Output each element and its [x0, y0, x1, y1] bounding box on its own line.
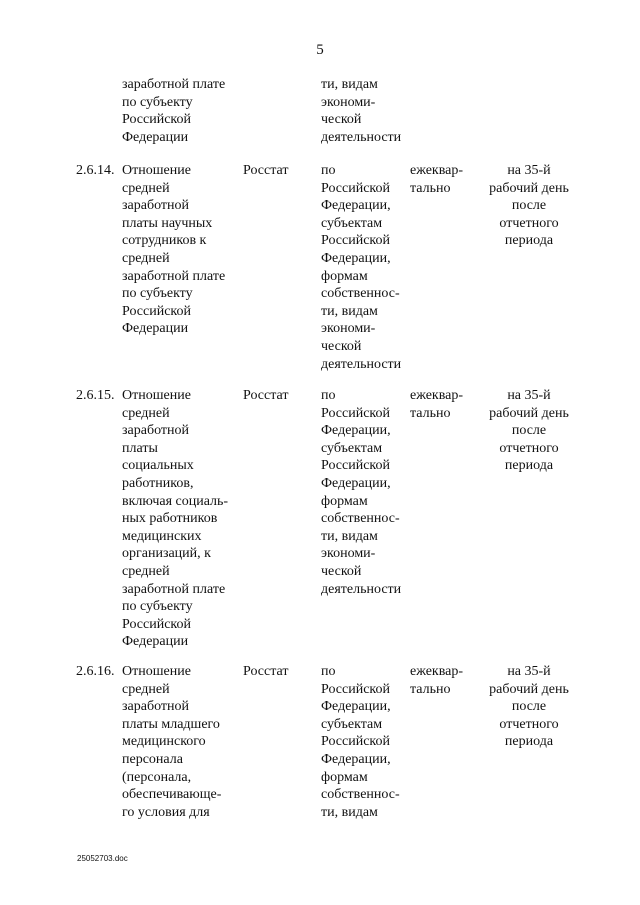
periodicity: ежеквар- тально	[410, 163, 464, 196]
disaggregation: по Российской Федерации, субъектам Российской Федерации, формам собственнос- ти, видам экономи- ческой деятельности	[321, 388, 402, 597]
indicator-name: Отношение средней заработной платы младшего медицинского персонала (персонала, обеспечивающе- го условия для	[122, 664, 222, 820]
data-source: Росстат	[243, 388, 289, 403]
indicator-name: Отношение средней заработной платы научных сотрудников к средней заработной плате по субъекту Российской Федерации	[122, 163, 226, 337]
row-number: 2.6.16.	[76, 664, 115, 679]
row-number: 2.6.14.	[76, 163, 115, 178]
footer-doc-code: 25052703.doc	[77, 854, 128, 863]
due-date: на 35-й рабочий день после отчетного периода	[489, 163, 569, 249]
indicator-name: Отношение средней заработной платы социальных работников, включая социаль- ных работников медицинских организаций, к средней заработной плате по субъекту Российской Федерации	[122, 388, 229, 650]
periodicity: ежеквар- тально	[410, 388, 464, 421]
row-number: 2.6.15.	[76, 388, 115, 403]
page-number: 5	[316, 42, 324, 58]
data-source: Росстат	[243, 664, 289, 679]
data-source: Росстат	[243, 163, 289, 178]
disaggregation: по Российской Федерации, субъектам Российской Федерации, формам собственнос- ти, видам экономи- ческой деятельности	[321, 163, 402, 372]
disaggregation: по Российской Федерации, субъектам Российской Федерации, формам собственнос- ти, видам	[321, 664, 400, 820]
due-date: на 35-й рабочий день после отчетного периода	[489, 664, 569, 750]
due-date: на 35-й рабочий день после отчетного периода	[489, 388, 569, 474]
indicator-name: заработной плате по субъекту Российской Федерации	[122, 77, 226, 145]
disaggregation: ти, видам экономи- ческой деятельности	[321, 77, 402, 145]
periodicity: ежеквар- тально	[410, 664, 464, 697]
